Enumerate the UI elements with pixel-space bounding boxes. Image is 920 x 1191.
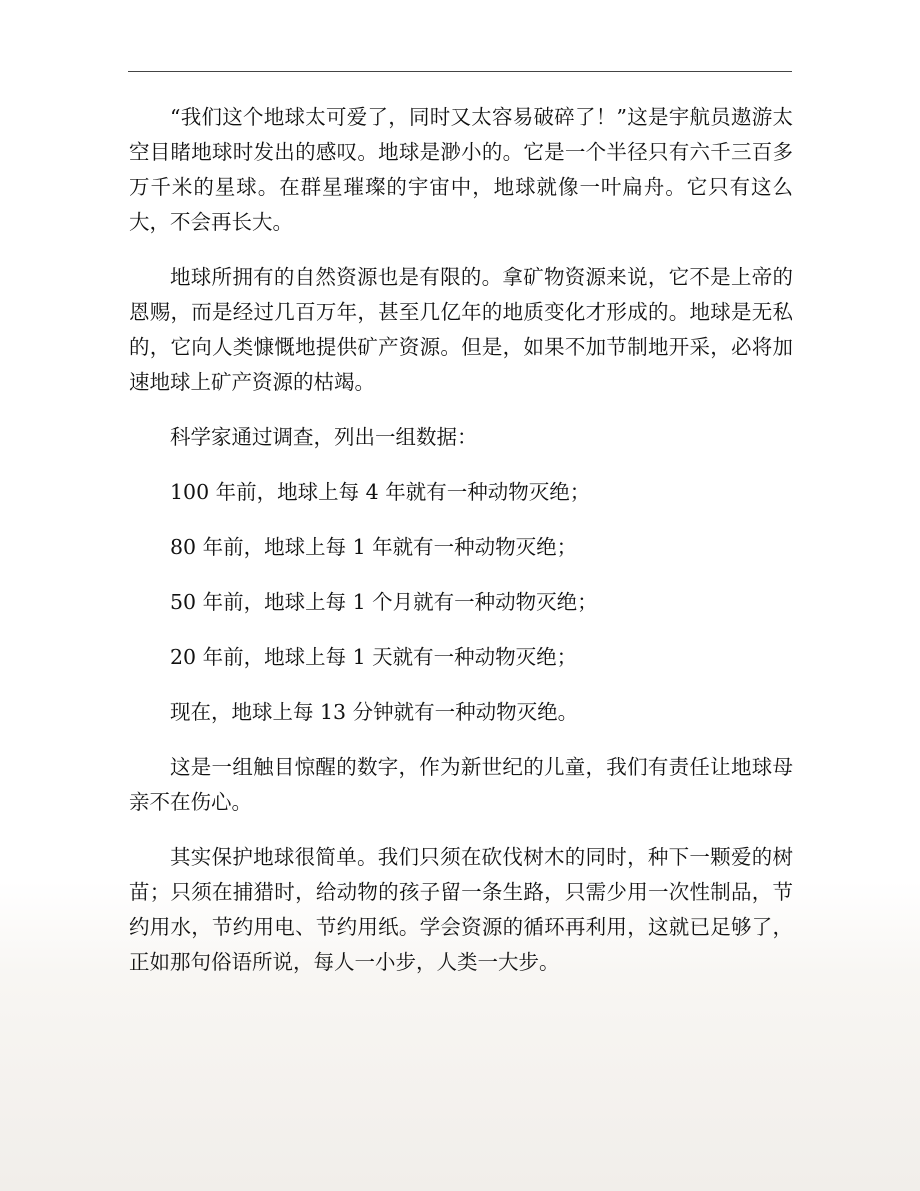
data-list-item: 20 年前，地球上每 1 天就有一种动物灭绝； xyxy=(170,645,578,669)
paragraph-earth-fragile: “我们这个地球太可爱了，同时又太容易破碎了！”这是宇航员遨游太空目睹地球时发出的感叹。地球是渺小的。它是一个半径只有六千三百多万千米的星球。在群星璀璨的宇宙中，地球就像一叶扁舟。它只有这么大，不会再长大。 xyxy=(129,105,793,234)
paragraph-children-responsibility: 这是一组触目惊醒的数字，作为新世纪的儿童，我们有责任让地球母亲不在伤心。 xyxy=(129,755,793,814)
data-list-item: 50 年前，地球上每 1 个月就有一种动物灭绝； xyxy=(170,590,598,614)
document-content xyxy=(129,100,793,980)
paragraph-survey-intro: 科学家通过调查，列出一组数据： xyxy=(170,425,478,449)
data-list-item: 100 年前，地球上每 4 年就有一种动物灭绝； xyxy=(170,480,591,504)
data-list-item: 80 年前，地球上每 1 年就有一种动物灭绝； xyxy=(170,535,578,559)
data-list-item: 现在，地球上每 13 分钟就有一种动物灭绝。 xyxy=(170,700,579,724)
header-rule xyxy=(128,71,792,72)
paragraph-limited-resources: 地球所拥有的自然资源也是有限的。拿矿物资源来说，它不是上帝的恩赐，而是经过几百万年，甚至几亿年的地质变化才形成的。地球是无私的，它向人类慷慨地提供矿产资源。但是，如果不加节制地开采，必将加速地球上矿产资源的枯竭。 xyxy=(129,265,793,394)
paragraph-protect-earth: 其实保护地球很简单。我们只须在砍伐树木的同时，种下一颗爱的树苗；只须在捕猎时，给动物的孩子留一条生路，只需少用一次性制品，节约用水，节约用电、节约用纸。学会资源的循环再利用，这就已足够了，正如那句俗语所说，每人一小步，人类一大步。 xyxy=(129,845,793,974)
